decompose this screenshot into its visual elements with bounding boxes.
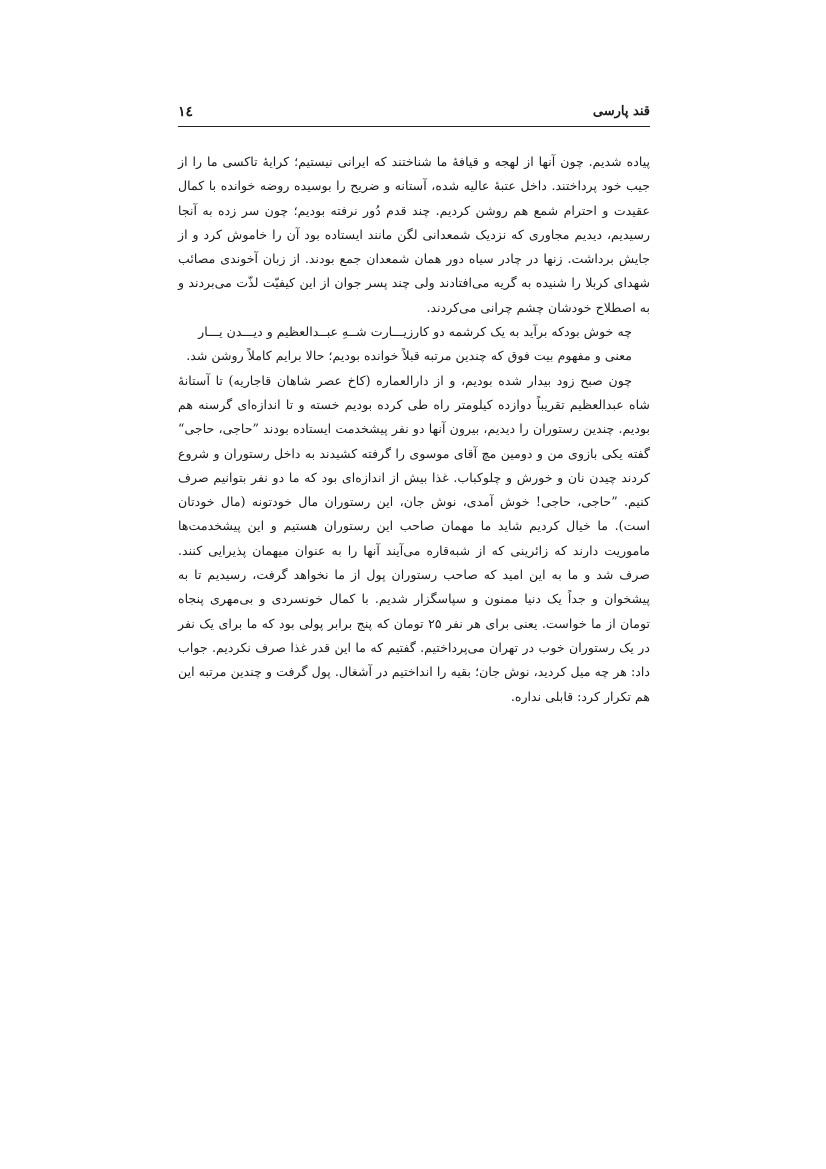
body-text [178,150,650,709]
paragraph-3: چون صبح زود بیدار شده بودیم، و از دارالعماره (کاخ عصر شاهان قاجاریه) تا آستانهٔ شاه عبدالعظیم تقریباً دوازده کیلومتر راه طی کرده بودیم خسته و تا اندازه‌ای گرسنه هم بودیم. چندین رستوران را دیدیم، بیرون آنها دو نفر پیشخدمت ایستاده بودند ”حاجی، حاجی“ گفته یکی بازوی من و دومین مچ آقای موسوی را گرفته کشیدند به داخل رستوران و شروع کردند چیدن نان و خورش و چلوکباب. غذا بیش از اندازه‌ای بود که ما دو نفر بتوانیم صرف کنیم. ”حاجی، حاجی! خوش آمدی، نوش جان، این رستوران مال خودتونه (مال خودتان است). ما خیال کردیم شاید ما مهمان صاحب این رستوران هستیم و این پیشخدمت‌ها ماموریت دارند که زائرینی که از شبه‌قاره می‌آیند آنها را به عنوان میهمان پذیرایی کنند. صرف شد و ما به این امید که صاحب رستوران پول از ما نخواهد گرفت، رسیدیم تا به پیشخوان و جداً یک دنیا ممنون و سپاسگزار شدیم. با کمال خونسردی و بی‌مهری پنجاه تومان از ما خواست. یعنی برای هر نفر ۲۵ تومان که پنج برابر پولی بود که ما برای یک نفر در یک رستوران خوب در تهران می‌پرداختیم. گفتیم که ما این قدر غذا صرف نکردیم. جواب داد: هر چه میل کردید، نوش جان؛ بقیه را انداختیم در آشغال. پول گرفت و چندین مرتبه این هم تکرار کرد: قابلی نداره. [178,372,650,704]
running-header [178,104,650,126]
paragraph-2: معنی و مفهوم بیت فوق که چندین مرتبه قبلاً خوانده بودیم؛ حالا برایم کاملاً روشن شد. [186,348,632,364]
page-number: ۱٤ [178,104,194,120]
running-title: قند پارسی [592,104,650,119]
paragraph-1: پیاده شدیم. چون آنها از لهجه و قیافهٔ ما شناختند که ایرانی نیستیم؛ کرایهٔ تاکسی ما را از جیب خود پرداختند. داخل عتبهٔ عالیه شده، آستانه و ضریح را بوسیده روضه خوانده با کمال عقیدت و احترام شمع هم روشن کردیم. چند قدم دُور نرفته بودیم؛ چون سر زده به آنجا رسیدیم، دیدیم مجاوری که نزدیک شمعدانی لگن مانند ایستاده بود آن را خاموش کرد و از جایش برداشت. زنها در چادر سیاه دور همان شمعدان جمع بودند. از زبان آخوندی مصائب شهدای کربلا را شنیده به گریه می‌افتادند ولی چند پسر جوان از این کیفیّت لذّت می‌بردند و به اصطلاح خودشان چشم چرانی می‌کردند. [178,154,650,315]
verse-hemistich-1: چه خوش بودکه برآید به یک کرشمه دو کار [413,324,632,340]
header-rule [178,126,650,127]
verse-line [178,320,650,344]
verse-hemistich-2: زیـــارت شــهِ عبــدالعظیم و دیـــدن یـــار [198,324,414,340]
